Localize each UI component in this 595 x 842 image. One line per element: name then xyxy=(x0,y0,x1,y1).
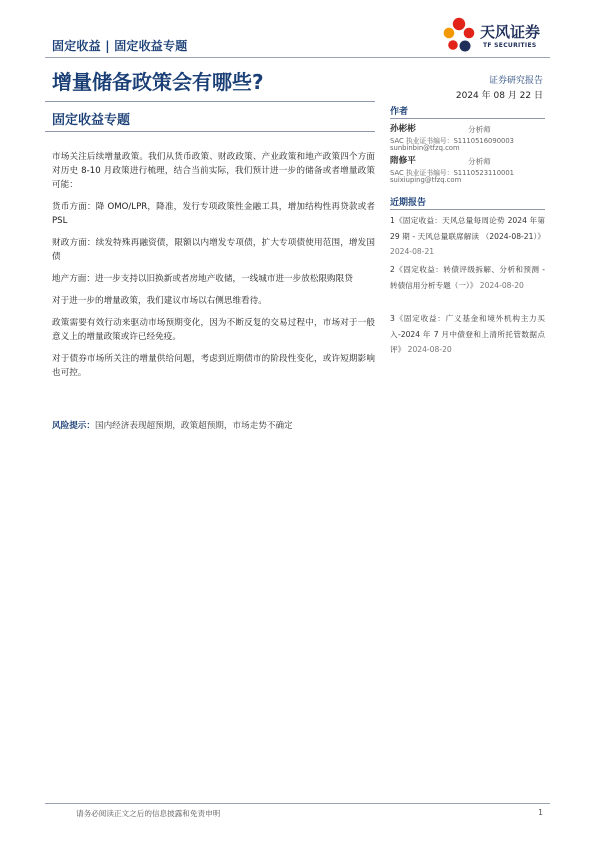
risk-text: 国内经济表现超预期，政策超预期，市场走势不确定 xyxy=(94,421,293,431)
author-email[interactable]: sunbinbin@tfzq.com xyxy=(390,144,460,152)
body-paragraph: 对于债券市场所关注的增量供给问题，考虑到近期债市的阶段性变化，或许短期影响也可控。 xyxy=(52,354,375,378)
main-body xyxy=(52,150,375,388)
related-report-item[interactable] xyxy=(390,311,545,358)
author-sac: SAC 执业证书编号：S1110523110001 xyxy=(390,169,514,177)
body-paragraph: 对于进一步的增量政策，我们建议市场以右侧思维看待。 xyxy=(52,296,267,306)
section-title: 固定收益专题 xyxy=(52,113,131,128)
author-title: 分析师 xyxy=(468,157,491,166)
risk-label: 风险提示： xyxy=(52,421,95,431)
author-block xyxy=(390,122,545,184)
related-report-title: 3《固定收益：广义基金和境外机构主力买入-2024 年 7 月中债登和上清所托管数据点评》 xyxy=(390,314,545,354)
author-name: 孙彬彬 xyxy=(390,124,416,134)
logo-name-cn: 天风证券 xyxy=(480,23,541,41)
related-heading xyxy=(390,195,545,208)
header-divider xyxy=(45,57,550,58)
tf-logo-icon xyxy=(440,16,478,54)
author-name: 隋修平 xyxy=(390,156,416,166)
related-report-date: 2024-08-20 xyxy=(479,280,524,290)
related-heading-label: 近期报告 xyxy=(390,198,427,208)
related-report-title: 2《固定收益：转债评级拆解、分析和预测 - 转债信用分析专题（一）》 xyxy=(390,265,545,290)
body-paragraph: 财政方面：续发特殊再融资债，限额以内增发专项债，扩大专项债使用范围，增发国债 xyxy=(52,238,375,262)
related-report-title: 1《固定收益：天风总量每周论势 2024 年第 29 期 - 天风总量联席解读 （2024-08-21）》 xyxy=(390,216,545,241)
logo-dot-right xyxy=(464,28,475,39)
related-report-date: 2024-08-20 xyxy=(407,345,452,354)
logo-name-en: TF SECURITIES xyxy=(483,42,537,49)
authors-heading-label: 作者 xyxy=(390,107,409,117)
authors-divider xyxy=(390,118,545,119)
header-breadcrumb xyxy=(52,37,187,54)
author-sac: SAC 执业证书编号：S1110516090003 xyxy=(390,137,514,145)
author-title: 分析师 xyxy=(468,125,491,134)
report-type: 证券研究报告 xyxy=(488,76,543,86)
header-subcategory: 固定收益专题 xyxy=(114,39,188,53)
section-divider xyxy=(45,131,375,132)
risk-warning xyxy=(52,419,382,431)
header-category: 固定收益 xyxy=(52,39,101,53)
header-separator: | xyxy=(105,39,110,53)
related-divider xyxy=(390,209,545,210)
page-title: 增量储备政策会有哪些? xyxy=(52,70,264,94)
related-report-item[interactable] xyxy=(390,262,545,293)
logo-dot-top xyxy=(453,18,465,30)
footer-disclaimer: 请务必阅读正文之后的信息披露和免责申明 xyxy=(76,809,221,818)
title-divider xyxy=(45,101,375,102)
body-paragraph: 地产方面：进一步支持以旧换新或者房地产收储，一线城市进一步放松限购限贷 xyxy=(52,274,353,284)
author-email[interactable]: suixiuping@tfzq.com xyxy=(390,176,462,184)
body-paragraph: 货币方面：降 OMO/LPR，降准，发行专项政策性金融工具，增加结构性再贷款或者 PSL xyxy=(52,202,375,226)
footer-divider xyxy=(45,803,550,804)
body-paragraph: 政策需要有效行动来驱动市场预期变化，因为不断反复的交易过程中，市场对于一般意义上的增量政策或许已经免疫。 xyxy=(52,318,375,342)
logo-dot-bottom-left xyxy=(448,40,458,50)
logo-dot-left xyxy=(444,28,455,39)
report-date: 2024 年 08 月 22 日 xyxy=(455,91,543,101)
related-report-item[interactable] xyxy=(390,213,545,260)
authors-heading xyxy=(390,104,545,117)
body-paragraph: 市场关注后续增量政策。我们从货币政策、财政政策、产业政策和地产政策四个方面对历史 8-10 月政策进行梳理，结合当前实际，我们预计进一步的储备或者增量政策可能： xyxy=(52,152,375,190)
related-report-date: 2024-08-21 xyxy=(390,247,435,256)
logo-dot-bottom-right xyxy=(460,41,471,52)
page-number: 1 xyxy=(538,808,543,817)
related-list xyxy=(390,213,545,363)
